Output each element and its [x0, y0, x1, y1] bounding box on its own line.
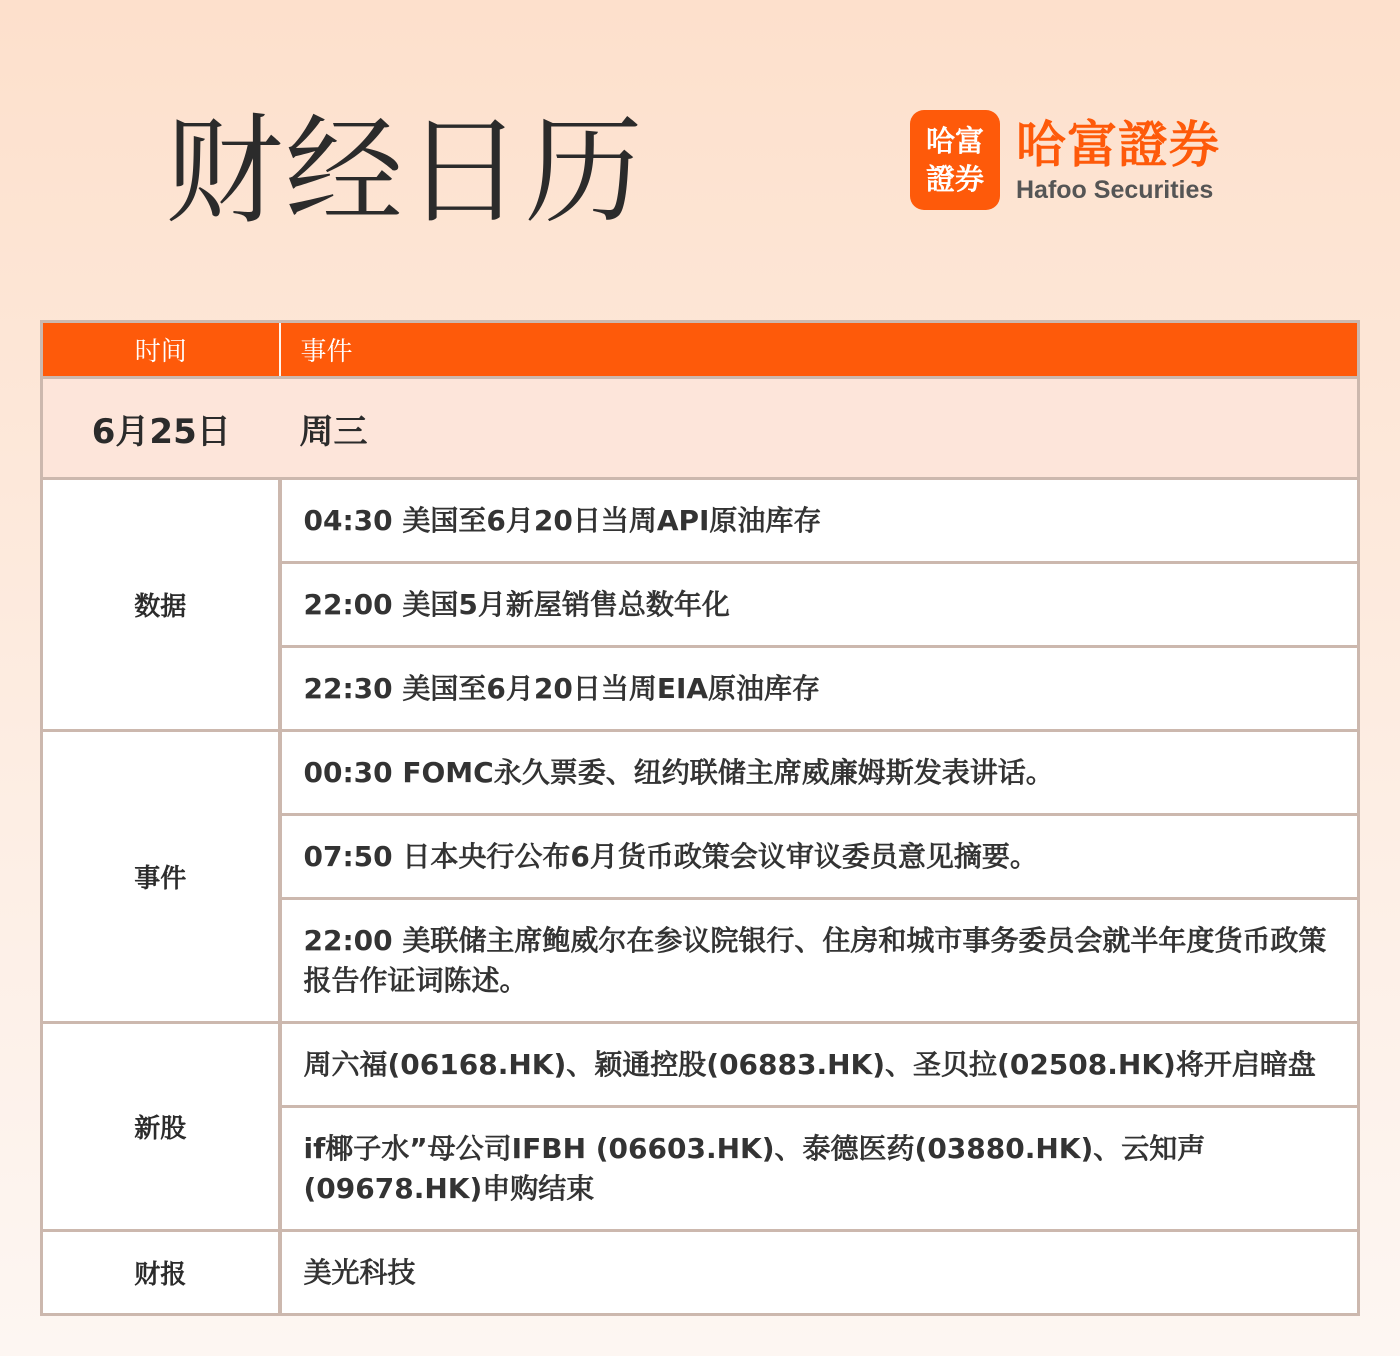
brand-badge-line1: 哈富: [925, 124, 984, 158]
event-item: 07:50 日本央行公布6月货币政策会议审议委员意见摘要。: [280, 815, 1359, 899]
event-item: 22:00 美国5月新屋销售总数年化: [280, 563, 1359, 647]
event-item: 22:30 美国至6月20日当周EIA原油库存: [280, 647, 1359, 731]
brand-name-en: Hafoo Securities: [1016, 176, 1214, 204]
brand-badge-line2: 證券: [925, 162, 984, 196]
event-item: 04:30 美国至6月20日当周API原油库存: [280, 479, 1359, 563]
category-events: 事件: [42, 731, 280, 1023]
brand-logo: [910, 110, 1220, 210]
table-row: [42, 1023, 1359, 1107]
date-label: 6月25日: [42, 378, 280, 479]
date-row: [42, 378, 1359, 479]
table-row: [42, 479, 1359, 563]
table-row: [42, 731, 1359, 815]
brand-name-cn: 哈富證券: [1016, 116, 1220, 174]
weekday-label: 周三: [280, 378, 1359, 479]
category-data: 数据: [42, 479, 280, 731]
event-item: 周六福(06168.HK)、颖通控股(06883.HK)、圣贝拉(02508.HK)将开启暗盘: [280, 1023, 1359, 1107]
header-event: 事件: [280, 322, 1359, 378]
page-title: 财经日历: [165, 102, 646, 240]
table-row: [42, 1231, 1359, 1315]
category-ipo: 新股: [42, 1023, 280, 1231]
category-earnings: 财报: [42, 1231, 280, 1315]
header-time: 时间: [42, 322, 280, 378]
event-item: if椰子水”母公司IFBH (06603.HK)、泰德医药(03880.HK)、云知声(09678.HK)申购结束: [280, 1107, 1359, 1231]
event-item: 美光科技: [280, 1231, 1359, 1315]
event-item: 00:30 FOMC永久票委、纽约联储主席威廉姆斯发表讲话。: [280, 731, 1359, 815]
table-header: [42, 322, 1359, 378]
event-item: 22:00 美联储主席鲍威尔在参议院银行、住房和城市事务委员会就半年度货币政策报告作证词陈述。: [280, 899, 1359, 1023]
calendar-table: [40, 320, 1360, 1316]
brand-badge-icon: [910, 110, 1000, 210]
